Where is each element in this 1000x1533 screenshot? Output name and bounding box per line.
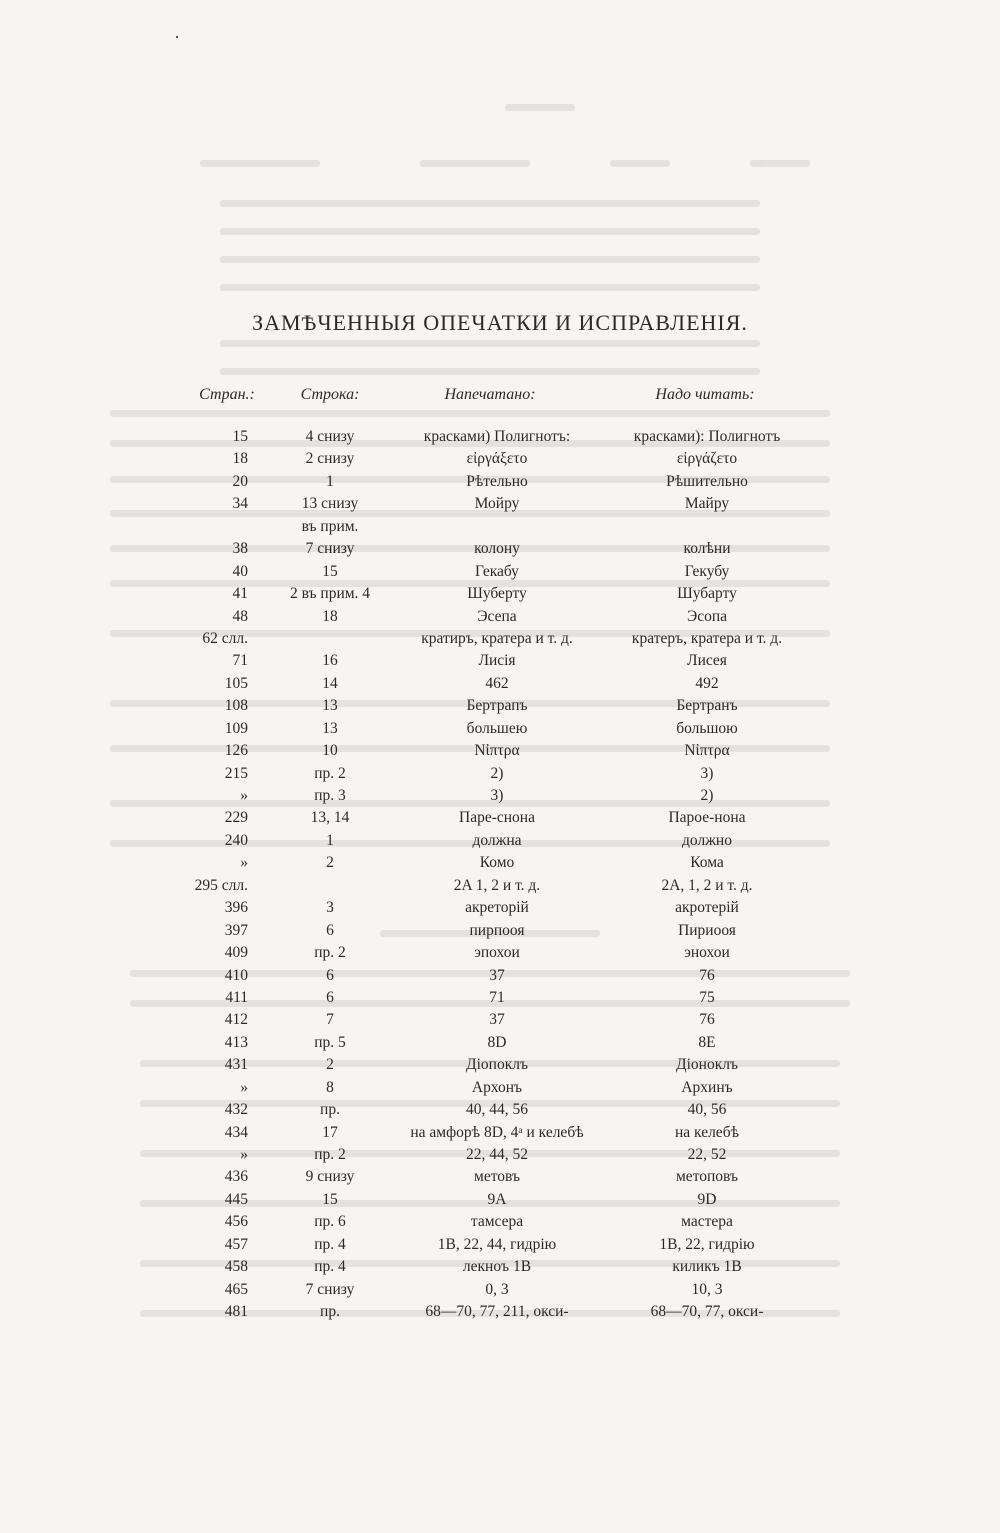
correct-text: Шубарту xyxy=(677,585,737,603)
table-row xyxy=(0,899,1000,921)
printed-text: εἰργάξετο xyxy=(466,450,528,468)
line-number: 13 снизу xyxy=(301,495,359,513)
line-number: 6 xyxy=(326,966,334,984)
line-number: 7 снизу xyxy=(305,540,355,558)
table-row xyxy=(0,1034,1000,1056)
correct-text: 68—70, 77, окси- xyxy=(650,1303,764,1321)
page-number: 457 xyxy=(224,1235,248,1253)
page-number: 109 xyxy=(224,719,248,737)
line-number: 13 xyxy=(322,719,338,737)
printed-text: Рѣтельно xyxy=(466,472,528,490)
correct-text: Майру xyxy=(684,495,730,513)
page-number: 34 xyxy=(232,495,248,513)
correct-text: кратеръ, кратера и т. д. xyxy=(631,629,783,647)
correct-text: киликъ 1B xyxy=(672,1258,742,1276)
line-number: пр. 4 xyxy=(314,1258,346,1276)
line-number: 10 xyxy=(322,742,338,760)
line-number: 17 xyxy=(322,1123,338,1141)
correct-text: 75 xyxy=(699,988,715,1006)
printed-text: Паре-снона xyxy=(459,809,535,827)
line-number: 9 снизу xyxy=(305,1168,355,1186)
table-row xyxy=(0,1079,1000,1101)
table-row xyxy=(0,563,1000,585)
printed-text: большею xyxy=(466,719,528,737)
table-row xyxy=(0,854,1000,876)
correct-text: Гекубу xyxy=(684,562,730,580)
table-row xyxy=(0,944,1000,966)
printed-text: 68—70, 77, 211, окси- xyxy=(425,1303,569,1321)
correct-text: 10, 3 xyxy=(691,1280,723,1298)
page-number: 20 xyxy=(232,472,248,490)
page-number: 48 xyxy=(232,607,248,625)
table-row xyxy=(0,989,1000,1011)
speck xyxy=(176,36,178,38)
table-row xyxy=(0,1191,1000,1213)
page-number: 481 xyxy=(224,1303,248,1321)
page-number: 458 xyxy=(224,1258,248,1276)
printed-text: колону xyxy=(474,540,520,558)
printed-text: метовъ xyxy=(474,1168,520,1186)
page-number: » xyxy=(240,787,248,804)
correct-text: Парое-нона xyxy=(668,809,746,827)
printed-text: Эсепа xyxy=(477,607,517,625)
printed-text: красками) Полигнотъ: xyxy=(423,428,571,445)
page-number: 445 xyxy=(224,1190,248,1208)
table-row xyxy=(0,877,1000,899)
page-number: 41 xyxy=(232,585,248,603)
printed-text: 3) xyxy=(490,787,504,804)
line-number: 3 xyxy=(326,899,334,917)
printed-text: Лисія xyxy=(478,652,516,670)
page-number: 411 xyxy=(225,988,248,1006)
line-number: 7 снизу xyxy=(305,1280,355,1298)
printed-text: Бертрапъ xyxy=(466,697,528,715)
printed-text: Діопоклъ xyxy=(466,1056,528,1074)
correct-text: 2) xyxy=(700,787,714,804)
header-line: Строка: xyxy=(300,386,360,403)
table-row xyxy=(0,765,1000,787)
page-number: 413 xyxy=(224,1033,248,1051)
line-number: пр. xyxy=(320,1303,340,1321)
line-number: 13, 14 xyxy=(310,809,350,827)
correct-text: Лисея xyxy=(687,652,727,670)
page-number: 215 xyxy=(224,764,248,782)
table-row xyxy=(0,518,1000,540)
header-printed: Напечатано: xyxy=(444,386,536,403)
header-read: Надо читать: xyxy=(655,386,755,403)
correct-text: 40, 56 xyxy=(687,1101,727,1119)
printed-text: Νἰπτρα xyxy=(474,742,520,760)
page-title: ЗАМѢЧЕННЫЯ ОПЕЧАТКИ И ИСПРАВЛЕНІЯ. xyxy=(252,310,748,335)
line-number: 14 xyxy=(322,674,338,692)
printed-text: кратиръ, кратера и т. д. xyxy=(421,629,573,647)
table-row xyxy=(0,1101,1000,1123)
table-row xyxy=(0,809,1000,831)
page-number: 397 xyxy=(224,921,248,939)
printed-text: 1B, 22, 44, гидрію xyxy=(437,1235,557,1253)
page-number: 62 слл. xyxy=(202,629,248,647)
page-number: 105 xyxy=(224,674,248,692)
correct-text: 492 xyxy=(695,674,719,692)
correct-text: на келебѣ xyxy=(675,1123,739,1141)
table-row xyxy=(0,1146,1000,1168)
correct-text: красками): Полигнотъ xyxy=(633,428,781,445)
correct-text: 76 xyxy=(699,1011,715,1029)
printed-text: 0, 3 xyxy=(485,1280,509,1298)
line-number: 1 xyxy=(326,472,334,490)
table-row xyxy=(0,1258,1000,1280)
printed-text: 462 xyxy=(485,674,509,692)
line-number: 6 xyxy=(326,988,334,1006)
correct-text: 22, 52 xyxy=(687,1146,727,1163)
correct-text: Νἰπτρα xyxy=(684,742,730,760)
line-number: 2 xyxy=(326,854,334,872)
correct-text: εἰργάζετο xyxy=(676,450,738,468)
printed-text: 37 xyxy=(489,1011,505,1029)
line-number: пр. 6 xyxy=(314,1213,346,1231)
correct-text: 8E xyxy=(698,1033,716,1051)
table-row xyxy=(0,608,1000,630)
line-number: 15 xyxy=(322,562,338,580)
page-number: 434 xyxy=(224,1123,248,1141)
correct-text: колѣни xyxy=(683,540,731,558)
correct-text: метоповъ xyxy=(676,1168,738,1186)
printed-text: эпохои xyxy=(474,944,520,962)
page-number: 456 xyxy=(224,1213,248,1231)
page-number: 126 xyxy=(224,742,248,760)
table-row xyxy=(0,742,1000,764)
correct-text: 76 xyxy=(699,966,715,984)
correct-text: Кома xyxy=(690,854,724,872)
page-number: » xyxy=(240,1146,248,1163)
page-number: 410 xyxy=(224,966,248,984)
correct-text: Эсопа xyxy=(686,607,728,625)
printed-text: Мойру xyxy=(474,495,520,513)
page-number: 431 xyxy=(224,1056,248,1074)
table-row xyxy=(0,585,1000,607)
page-number: 432 xyxy=(224,1101,248,1119)
printed-text: тамсера xyxy=(470,1213,524,1231)
printed-text: 9A xyxy=(487,1190,507,1208)
printed-text: лекноъ 1B xyxy=(462,1258,532,1276)
line-number: 7 xyxy=(326,1011,334,1029)
line-number: 16 xyxy=(322,652,338,670)
correct-text: Бертранъ xyxy=(676,697,738,715)
correct-text: 2A, 1, 2 и т. д. xyxy=(661,876,753,894)
page-number: 71 xyxy=(232,652,248,670)
printed-text: 22, 44, 52 xyxy=(466,1146,528,1163)
correct-text: акротерій xyxy=(675,899,739,917)
printed-text: пирпооя xyxy=(469,921,525,939)
correct-text: 3) xyxy=(700,764,714,782)
table-row xyxy=(0,540,1000,562)
table-row xyxy=(0,473,1000,495)
page-number: 396 xyxy=(224,899,248,917)
errata-table xyxy=(0,428,1000,1326)
correct-text: 1B, 22, гидрію xyxy=(659,1235,755,1253)
printed-text: 40, 44, 56 xyxy=(466,1101,528,1119)
line-number: 13 xyxy=(322,697,338,715)
line-number: 18 xyxy=(322,607,338,625)
line-number: 15 xyxy=(322,1190,338,1208)
table-row xyxy=(0,675,1000,697)
printed-text: Комо xyxy=(479,854,515,872)
page-number: 412 xyxy=(224,1011,248,1029)
line-number: пр. 2 xyxy=(314,944,346,962)
printed-text: должна xyxy=(472,831,522,849)
page-number: » xyxy=(240,1078,248,1096)
correct-text: 9D xyxy=(697,1190,717,1208)
correct-text: Рѣшительно xyxy=(666,472,748,490)
page-number: 108 xyxy=(224,697,248,715)
line-number: 1 xyxy=(326,831,334,849)
table-row xyxy=(0,787,1000,809)
printed-text: акреторій xyxy=(465,899,529,917)
page-number: 240 xyxy=(224,831,248,849)
line-number: въ прим. xyxy=(301,517,359,535)
correct-text: энохои xyxy=(684,944,730,962)
correct-text: большою xyxy=(676,719,738,737)
table-row xyxy=(0,720,1000,742)
line-number: пр. 5 xyxy=(314,1033,346,1051)
page-number: 465 xyxy=(224,1280,248,1298)
line-number: пр. 2 xyxy=(314,1146,346,1163)
page-number: » xyxy=(240,854,248,872)
table-row xyxy=(0,1303,1000,1325)
line-number: 4 снизу xyxy=(305,428,355,445)
table-row xyxy=(0,428,1000,450)
line-number: 2 снизу xyxy=(305,450,355,468)
correct-text: Пириооя xyxy=(678,921,736,939)
correct-text: мастера xyxy=(681,1213,733,1231)
header-page: Стран.: xyxy=(199,386,255,403)
table-row xyxy=(0,1168,1000,1190)
line-number: 2 въ прим. 4 xyxy=(289,585,371,603)
printed-text: Гекабу xyxy=(475,562,519,580)
table-row xyxy=(0,1124,1000,1146)
line-number: пр. 3 xyxy=(314,787,346,804)
correct-text: Архинъ xyxy=(681,1078,733,1096)
page-number: 40 xyxy=(232,562,248,580)
line-number: пр. 2 xyxy=(314,764,346,782)
page-number: 38 xyxy=(232,540,248,558)
table-row xyxy=(0,495,1000,517)
printed-text: 71 xyxy=(489,988,505,1006)
page-number: 295 слл. xyxy=(194,876,248,894)
line-number: 8 xyxy=(326,1078,334,1096)
column-headers xyxy=(0,386,1000,410)
table-row xyxy=(0,652,1000,674)
table-row xyxy=(0,450,1000,472)
printed-text: 8D xyxy=(487,1033,507,1051)
page-number: 409 xyxy=(224,944,248,962)
table-row xyxy=(0,1056,1000,1078)
printed-text: на амфорѣ 8D, 4ᵃ и келебѣ xyxy=(410,1123,584,1141)
printed-text: Шуберту xyxy=(467,585,527,603)
page-number: 436 xyxy=(224,1168,248,1186)
printed-text: 2A 1, 2 и т. д. xyxy=(453,876,541,894)
line-number: пр. xyxy=(320,1101,340,1119)
table-row xyxy=(0,967,1000,989)
correct-text: Діоноклъ xyxy=(676,1056,738,1074)
page-number: 229 xyxy=(224,809,248,827)
printed-text: 37 xyxy=(489,966,505,984)
line-number: 2 xyxy=(326,1056,334,1074)
table-row xyxy=(0,697,1000,719)
line-number: пр. 4 xyxy=(314,1235,346,1253)
printed-text: 2) xyxy=(490,764,504,782)
correct-text: должно xyxy=(682,831,732,849)
line-number: 6 xyxy=(326,921,334,939)
page-number: 15 xyxy=(232,428,248,445)
page-number: 18 xyxy=(232,450,248,468)
table-row xyxy=(0,1213,1000,1235)
table-row xyxy=(0,1236,1000,1258)
table-row xyxy=(0,832,1000,854)
table-row xyxy=(0,630,1000,652)
table-row xyxy=(0,1281,1000,1303)
printed-text: Архонъ xyxy=(471,1078,523,1096)
table-row xyxy=(0,1011,1000,1033)
table-row xyxy=(0,922,1000,944)
